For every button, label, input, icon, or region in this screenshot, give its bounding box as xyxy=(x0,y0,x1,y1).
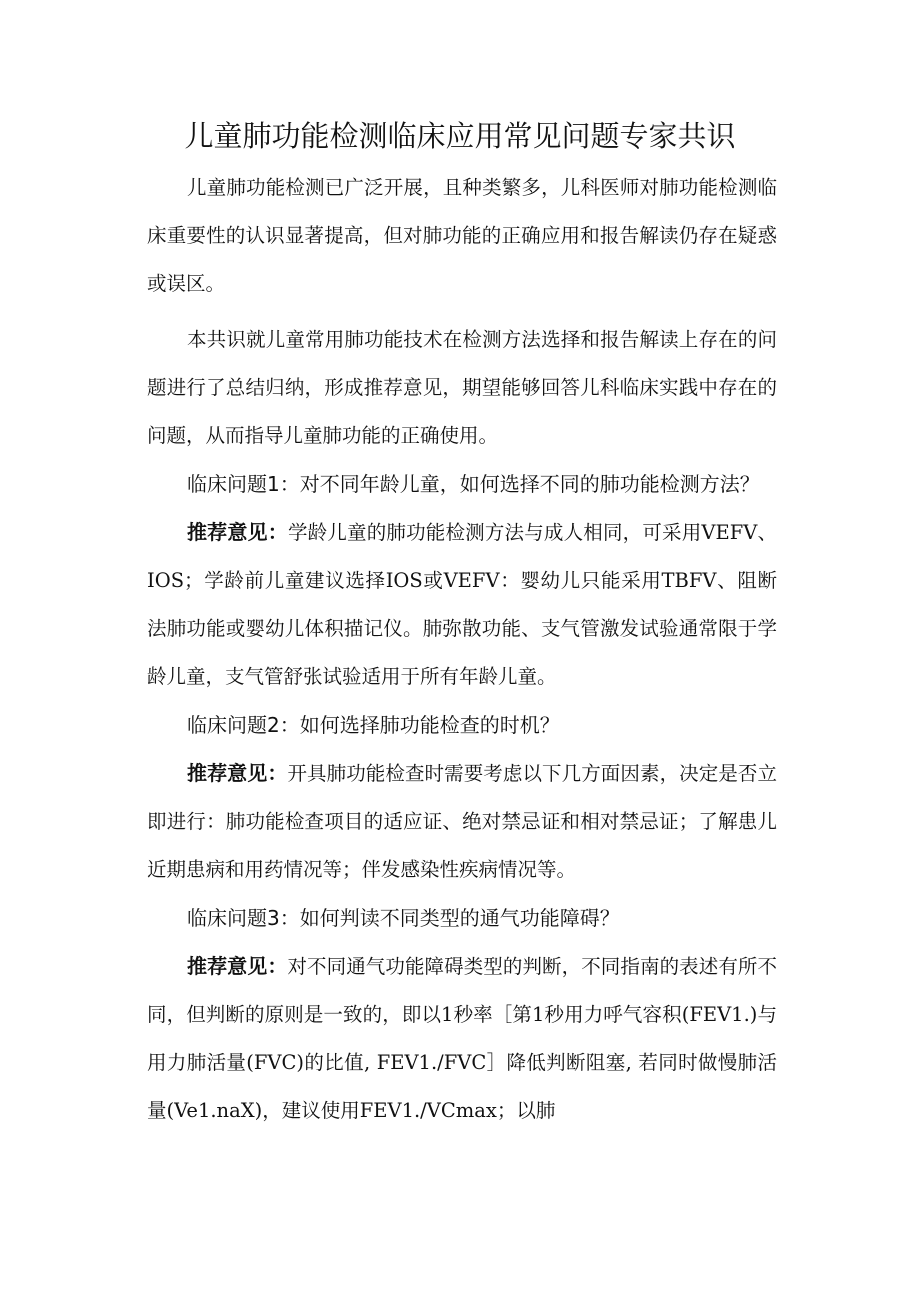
recommendation-text: 学龄儿童的肺功能检测方法与成人相同，可采用VEFV、IOS；学龄前儿童建议选择IOS或VEFV：婴幼儿只能采用TBFV、阻断法肺功能或婴幼儿体积描记仪。肺弥散功能、支气管激发试验通常限于学龄儿童，支气管舒张试验适用于所有年龄儿童。 xyxy=(147,521,777,688)
clinical-question-2: 临床问题2：如何选择肺功能检查的时机？ xyxy=(187,713,560,737)
document-body xyxy=(147,164,777,1135)
recommendation-label: 推荐意见： xyxy=(187,761,288,785)
recommendation-text: 开具肺功能检查时需要考虑以下几方面因素，决定是否立即进行：肺功能检查项目的适应证、绝对禁忌证和相对禁忌证；了解患儿近期患病和用药情况等；伴发感染性疾病情况等。 xyxy=(147,762,777,881)
intro-paragraph-2: 本共识就儿童常用肺功能技术在检测方法选择和报告解读上存在的问题进行了总结归纳，形成推荐意见，期望能够回答儿科临床实践中存在的问题，从而指导儿童肺功能的正确使用。 xyxy=(147,328,777,447)
intro-paragraph-1: 儿童肺功能检测已广泛开展，且种类繁多，儿科医师对肺功能检测临床重要性的认识显著提高，但对肺功能的正确应用和报告解读仍存在疑惑或误区。 xyxy=(147,176,777,295)
recommendation-label: 推荐意见： xyxy=(187,954,288,978)
recommendation-label: 推荐意见： xyxy=(187,520,288,544)
recommendation-2 xyxy=(147,749,777,894)
document-title: 儿童肺功能检测临床应用常见问题专家共识 xyxy=(184,119,736,153)
clinical-question-1: 临床问题1：对不同年龄儿童，如何选择不同的肺功能检测方法？ xyxy=(187,472,760,496)
clinical-question-3: 临床问题3：如何判读不同类型的通气功能障碍？ xyxy=(187,906,620,930)
recommendation-3 xyxy=(147,942,777,1135)
recommendation-1 xyxy=(147,508,777,701)
recommendation-text: 对不同通气功能障碍类型的判断，不同指南的表述有所不同，但判断的原则是一致的，即以1秒率［第1秒用力呼气容积(FEV1.)与用力肺活量(FVC)的比值, FEV1./FVC］降低判断阻塞, 若同时做慢肺活量(Ve1.naX)，建议使用FEV1./VCmax；以肺 xyxy=(147,955,777,1122)
